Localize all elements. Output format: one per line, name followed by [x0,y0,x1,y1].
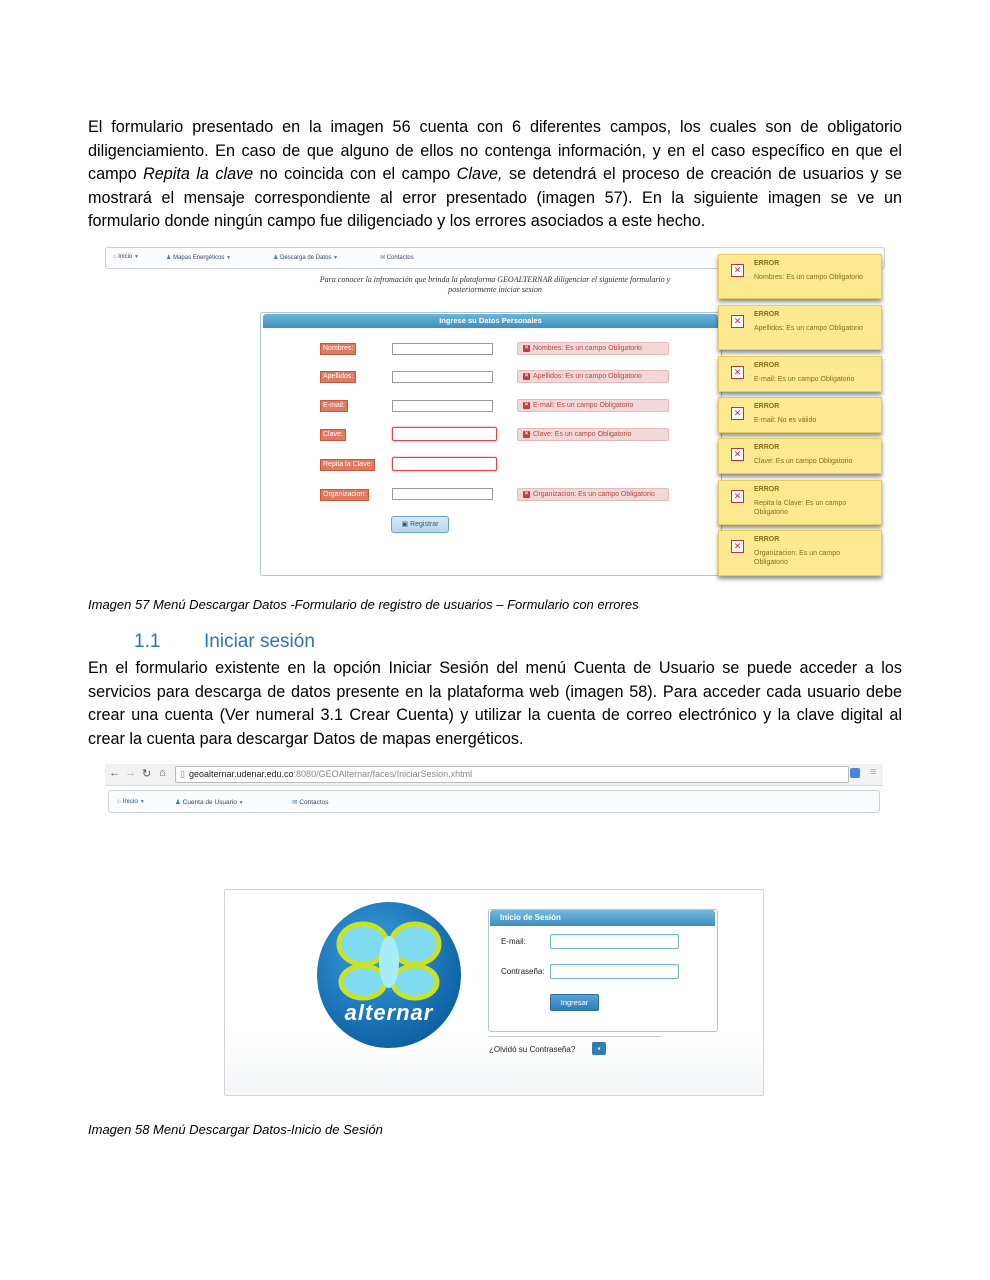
toast-title: ERROR [754,444,780,451]
butterfly-icon [317,902,461,1048]
question-icon: ▪ [597,1044,601,1053]
toast-message: Apellidos: Es un campo Obligatorio [754,325,863,332]
home-icon: ⌂ [113,254,117,260]
nombres-error [517,342,669,355]
nav-label: Mapas Energéticos [173,255,225,261]
error-toast [718,530,882,576]
toast-title: ERROR [754,311,780,318]
registration-intro: Para conocer la infromación que brinda la plataforma GEOALTERNAR diligenciar el siguiente formulario y posteriormente iniciar sesion [319,275,671,294]
toast-title: ERROR [754,260,780,267]
email-error [517,399,669,412]
translate-icon[interactable] [850,768,860,778]
nav-item-cuenta[interactable] [175,798,244,806]
chevron-down-icon: ▼ [333,255,339,261]
chevron-down-icon: ▼ [133,254,139,260]
nav-item-contactos[interactable] [380,254,414,261]
error-icon: ✕ [523,372,530,379]
toast-title: ERROR [754,362,780,369]
nav-label: Contactos [299,799,329,806]
error-toast [718,305,882,350]
logo-text: alternar [344,1000,434,1025]
error-text: Nombres: Es un campo Obligatorio [533,345,642,352]
paragraph-text: El formulario presentado en la imagen 56 cuenta con 6 diferentes campos, los cuales son de obligatorio diligenciamiento. En caso de que alguno de ellos no contenga información, y en el caso específico en que el campo [88,118,902,183]
error-icon: ✕ [523,430,530,437]
clave-error [517,428,669,441]
organizacion-label: Organizacion: [320,489,369,501]
url-host: geoalternar.udenar.edu.co [188,769,294,779]
save-icon: ▣ [401,521,409,528]
registration-panel-title: Ingrese su Datos Personales [263,314,718,328]
error-toast [718,254,882,299]
email-label: E-mail: [320,400,348,412]
nav-label: Descarga de Datos [280,255,332,261]
page-icon: ▯ [180,769,185,779]
repita-clave-label: Repita la Clave: [320,459,375,471]
forgot-password-text: ¿Olvidó su Contraseña? [489,1045,576,1054]
nav-item-mapas[interactable] [166,254,231,261]
screenshot2-navbar [108,790,880,813]
nav-label: Cuenta de Usuario [182,799,237,806]
chevron-down-icon: ▼ [238,800,244,806]
password-input[interactable] [550,964,679,979]
clave-input[interactable] [392,427,497,441]
toast-message: E-mail: No es válido [754,417,817,424]
address-bar[interactable] [175,766,849,783]
password-label: Contraseña: [501,967,545,976]
url-path: :8080/GEOAlternar/faces/IniciarSesion.xhtml [293,769,473,779]
back-icon[interactable]: ← [109,767,120,779]
error-text: Organizacion: Es un campo Obligatorio [533,491,655,498]
register-button-label: Registrar [410,521,439,528]
home-icon: ⌂ [117,798,121,805]
close-icon[interactable]: ✕ [731,264,744,277]
register-button[interactable] [391,516,449,533]
paragraph-emphasis: Clave, [456,165,503,183]
nombres-input[interactable] [392,343,493,355]
section-title: Iniciar sesión [204,631,315,652]
section-number: 1.1 [134,631,161,652]
apellidos-input[interactable] [392,371,493,383]
error-toast [718,397,882,433]
toast-message: Organizacion: Es un campo Obligatorio [754,550,840,566]
nav-item-inicio[interactable] [113,254,139,260]
menu-icon[interactable]: ≡ [870,766,877,778]
clave-label: Clave: [320,429,346,441]
nombres-label: Nombres: [320,343,356,355]
mail-icon: ✉ [380,255,386,261]
error-toast [718,480,882,525]
home-icon[interactable]: ⌂ [159,767,166,779]
email-input[interactable] [550,934,679,949]
error-icon: ✕ [523,401,530,408]
error-toast [718,438,882,474]
body-paragraph-1 [88,116,902,234]
error-toast [718,356,882,392]
nav-label: Contactos [386,255,414,261]
apellidos-error [517,370,669,383]
paragraph-text: no coincida con el campo [253,165,457,183]
email-label: E-mail: [501,937,526,946]
apellidos-label: Apellidos: [320,371,356,383]
toast-message: Nombres: Es un campo Obligatorio [754,274,863,281]
repita-clave-input[interactable] [392,457,497,471]
chevron-down-icon: ▼ [226,255,232,261]
toast-title: ERROR [754,536,780,543]
error-text: E-mail: Es un campo Obligatorio [533,402,634,409]
alternar-logo [317,902,461,1048]
user-icon: ♟ [175,799,181,806]
user-icon: ♟ [273,255,279,261]
organizacion-error [517,488,669,501]
forgot-password-button[interactable] [592,1042,606,1055]
nav-label: Inicio [122,798,138,805]
error-text: Apellidos: Es un campo Obligatorio [533,373,642,380]
forward-icon[interactable]: → [125,767,136,779]
close-icon[interactable]: ✕ [731,448,744,461]
nav-item-inicio[interactable] [117,798,145,805]
error-text: Clave: Es un campo Obligatorio [533,431,632,438]
paragraph-emphasis: Repita la clave [143,165,254,183]
chevron-down-icon: ▼ [139,799,145,805]
toast-message: Clave: Es un campo Obligatorio [754,458,853,465]
toast-message: Repita la Clave: Es un campo Obligatorio [754,500,847,516]
error-icon: ✕ [523,490,530,497]
close-icon[interactable]: ✕ [731,540,744,553]
divider [489,1036,661,1037]
login-button[interactable]: Ingresar [550,994,599,1011]
login-panel-title: Inicio de Sesión [490,910,715,926]
nav-item-descarga[interactable] [273,254,338,261]
organizacion-input[interactable] [392,488,493,500]
toast-message: E-mail: Es un campo Obligatorio [754,376,855,383]
section-heading [134,631,315,653]
toast-title: ERROR [754,486,780,493]
body-paragraph-2: En el formulario existente en la opción Iniciar Sesión del menú Cuenta de Usuario se puede acceder a los servicios para descarga de datos presente en la plataforma web (imagen 58). Para acceder cada usuario debe crear una cuenta (Ver numeral 3.1 Crear Cuenta) y utilizar la cuenta de correo electrónico y la clave digital al crear la cuenta para descargar Datos de mapas energéticos. [88,659,902,748]
caption-imagen-57: Imagen 57 Menú Descargar Datos -Formulario de registro de usuarios – Formulario con errores [88,597,639,612]
mail-icon: ✉ [292,799,298,806]
error-icon: ✕ [523,344,530,351]
user-icon: ♟ [166,255,172,261]
close-icon[interactable]: ✕ [731,366,744,379]
nav-item-contactos[interactable] [292,798,329,806]
reload-icon[interactable]: ↻ [142,768,152,780]
close-icon[interactable]: ✕ [731,407,744,420]
close-icon[interactable]: ✕ [731,490,744,503]
paragraph-text: se detendrá el proceso de creación de usuarios y se mostrará el mensaje correspondiente al error presentado (imagen 57). En la siguiente imagen se ve un formulario donde ningún campo fue diligenciado y los errores asociados a este hecho. [88,165,902,230]
nav-label: Inicio [118,254,133,260]
close-icon[interactable]: ✕ [731,315,744,328]
email-input[interactable] [392,400,493,412]
toast-title: ERROR [754,403,780,410]
caption-imagen-58: Imagen 58 Menú Descargar Datos-Inicio de Sesión [88,1122,383,1137]
